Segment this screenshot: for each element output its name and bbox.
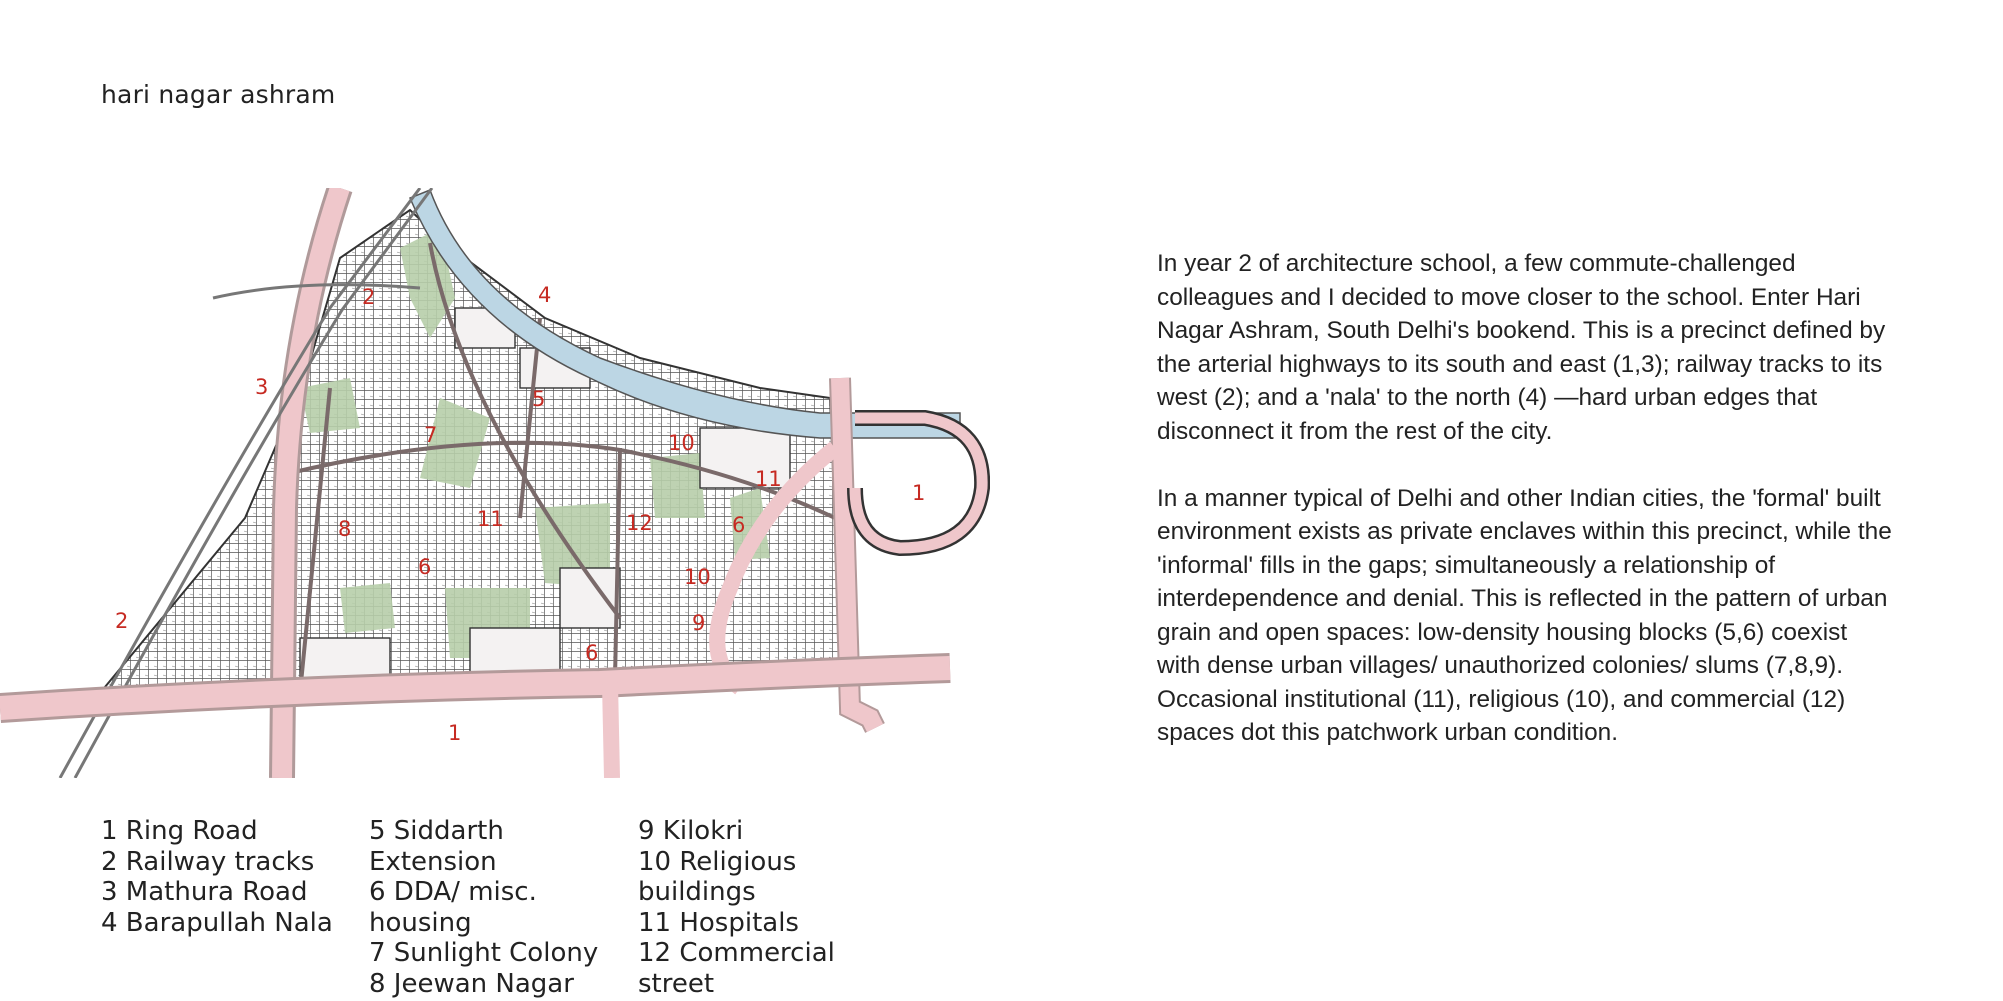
map-label-dda-housing-a: 6 — [418, 555, 432, 579]
map-label-kilokri: 9 — [692, 611, 706, 635]
description-paragraph: In a manner typical of Delhi and other Indian cities, the 'formal' built environment exists as private enclaves within this precinct, while the 'informal' fills in the gaps; simultaneously a relationship of interdependence and denial. This is reflected in the pattern of urban grain and open spaces: low-density housing blocks (5,6) coexist with dense urban villages/ unauthorized colonies/ slums (7,8,9). Occasional institutional (11), religious (10), and commercial (12) spaces dot this patchwork urban condition. — [1157, 484, 1892, 746]
map-label-religious-b: 10 — [684, 565, 711, 589]
map-label-commercial: 12 — [626, 511, 653, 535]
map-label-railway-southwest: 2 — [115, 609, 129, 633]
legend-column — [369, 816, 638, 999]
map-label-religious-a: 10 — [668, 431, 695, 455]
legend-item: 6 DDA/ misc. housing — [369, 877, 537, 938]
legend-item: 10 Religious buildings — [638, 846, 797, 907]
description-paragraph: In year 2 of architecture school, a few commute-challenged colleagues and I decided to move closer to the school. Enter Hari Nagar Ashram, South Delhi's bookend. This is a precinct defined by the arterial highways to its south and east (1,3); railway tracks to its west (2); and a 'nala' to the north (4) —hard urban edges that disconnect it from the rest of the city. — [1157, 250, 1886, 445]
description-text — [1157, 247, 1897, 750]
page-title: hari nagar ashram — [101, 80, 336, 109]
map-label-siddarth-extension: 5 — [532, 387, 546, 411]
legend-item: 1 Ring Road — [101, 816, 258, 846]
map-label-dda-housing-c: 6 — [585, 641, 599, 665]
map-label-ring-road-south: 1 — [448, 721, 462, 745]
ring-road-south — [0, 668, 950, 778]
legend-item: 2 Railway tracks — [101, 846, 315, 877]
legend-item: 11 Hospitals — [638, 907, 799, 938]
map-label-dda-housing-b: 6 — [732, 513, 746, 537]
map-label-hospital-a: 11 — [477, 507, 504, 531]
map-label-nala: 4 — [538, 283, 552, 307]
legend-item: 12 Commercial street — [638, 938, 835, 999]
map-label-sunlight-colony: 7 — [424, 423, 438, 447]
legend-item: 7 Sunlight Colony — [369, 938, 599, 968]
map-label-ring-road-east: 1 — [912, 481, 926, 505]
map-label-railway-west: 2 — [362, 285, 376, 309]
legend-column — [638, 816, 898, 999]
legend-item: 9 Kilokri — [638, 816, 744, 846]
legend-column — [101, 816, 369, 999]
map-legend — [101, 816, 898, 999]
legend-item: 4 Barapullah Nala — [101, 907, 333, 938]
map-label-jeewan-nagar: 8 — [338, 517, 352, 541]
legend-item: 8 Jeewan Nagar — [369, 968, 574, 999]
legend-item: 5 Siddarth Extension — [369, 816, 504, 877]
map-label-hospital-b: 11 — [755, 467, 782, 491]
neighbourhood-sketch-map — [0, 188, 990, 778]
map-label-mathura-road: 3 — [255, 375, 269, 399]
legend-item: 3 Mathura Road — [101, 877, 308, 907]
